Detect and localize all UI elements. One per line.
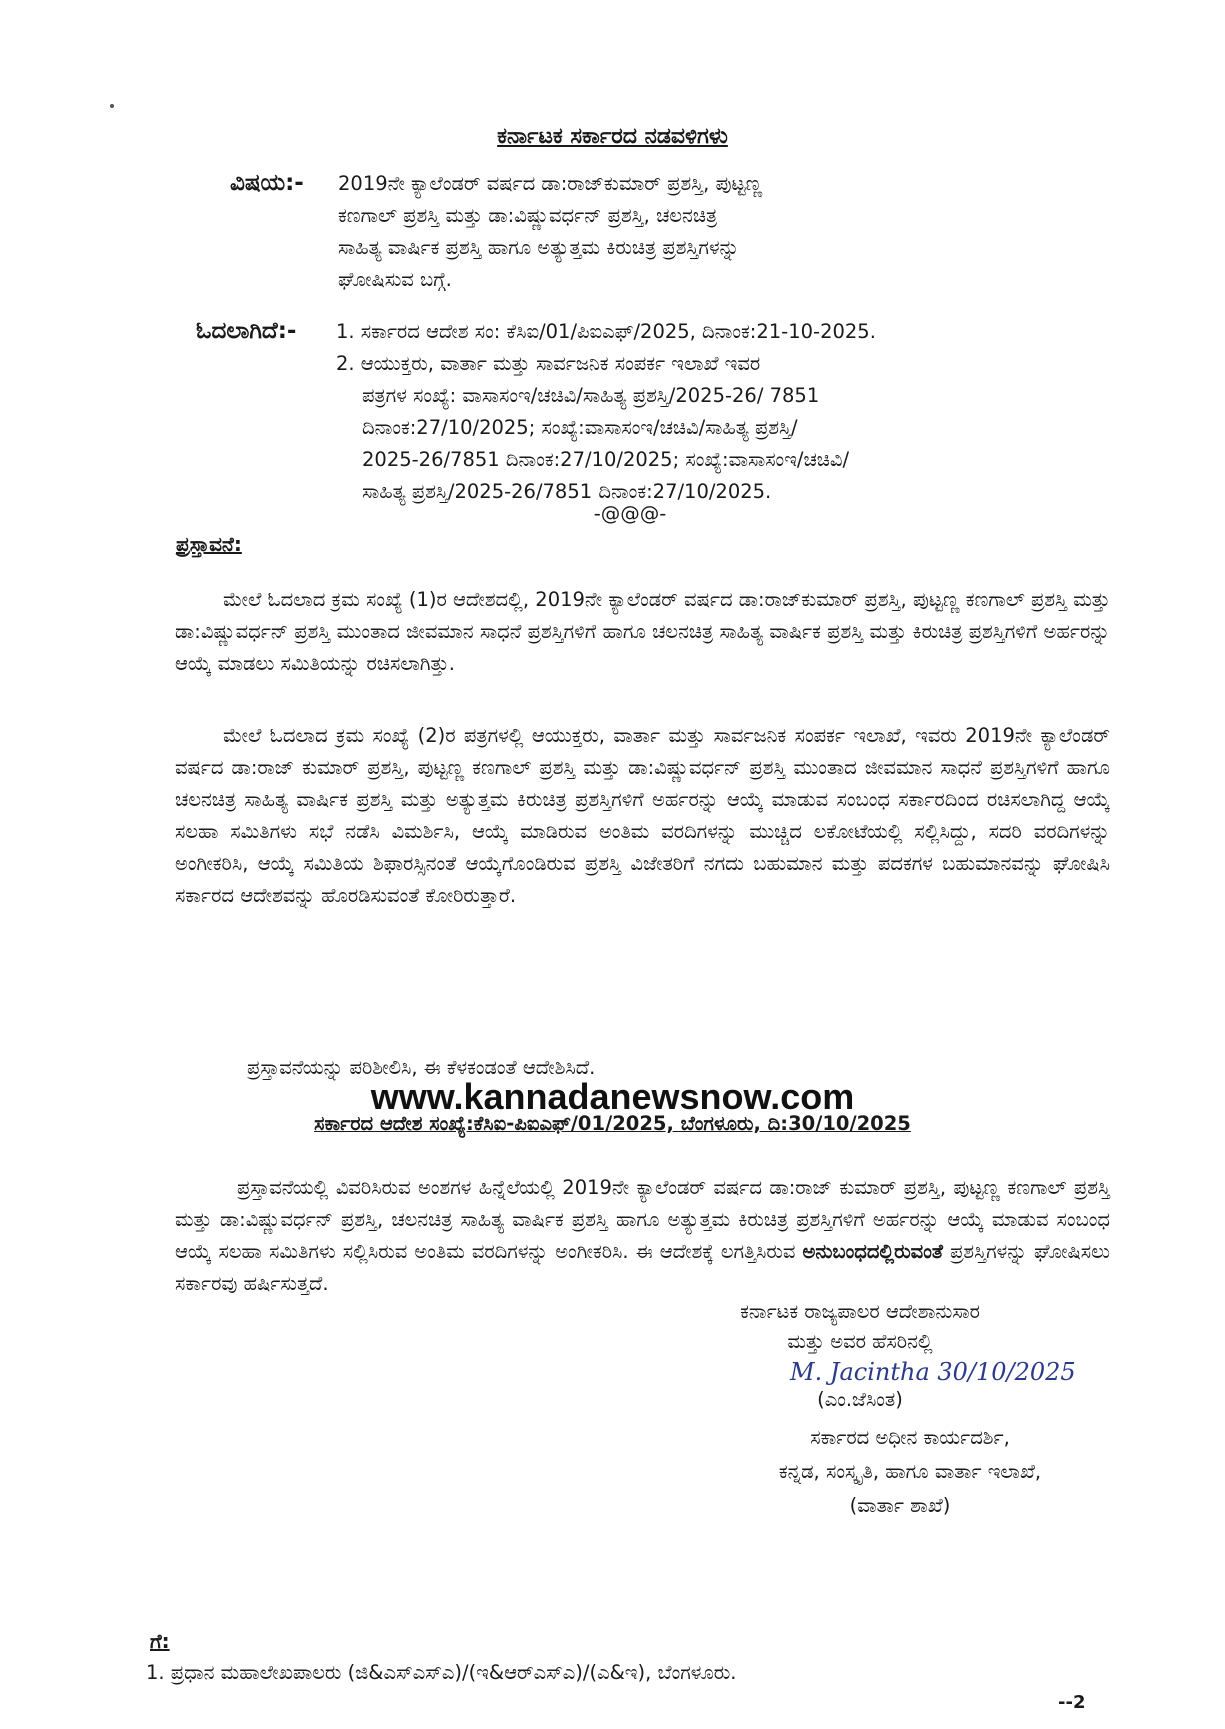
- order-title: ಸರ್ಕಾರದ ಆದೇಶ ಸಂಖ್ಯೆ:ಕೆಸಿಐ-ಪಿಐಎಫ್/01/2025, ಬೆಂಗಳೂರು, ದಿ:30/10/2025: [314, 1112, 911, 1135]
- signoff-line: ಮತ್ತು ಅವರ ಹೆಸರಿನಲ್ಲಿ: [787, 1330, 933, 1353]
- subject-text: [338, 168, 1008, 296]
- subject-line: ಸಾಹಿತ್ಯ ವಾರ್ಷಿಕ ಪ್ರಶಸ್ತಿ ಹಾಗೂ ಅತ್ಯುತ್ತಮ ಕಿರುಚಿತ್ರ ಪ್ರಶಸ್ತಿಗಳನ್ನು: [338, 236, 740, 259]
- order-text-bold: ಅನುಬಂಧದಲ್ಲಿರುವಂತೆ: [802, 1240, 943, 1263]
- order-text: ಪ್ರಶಸ್ತಿಗಳನ್ನು ಘೋಷಿಸಲು ಸರ್ಕಾರವು ಹರ್ಷಿಸುತ್ತದೆ.: [175, 1240, 1110, 1295]
- preamble-label: ಪ್ರಸ್ತಾವನೆ:: [176, 532, 242, 556]
- reference-item: 2. ಆಯುಕ್ತರು, ವಾರ್ತಾ ಮತ್ತು ಸಾರ್ವಜನಿಕ ಸಂಪರ್ಕ ಇಲಾಖೆ ಇವರ: [336, 352, 761, 375]
- preamble-paragraph-1: ಮೇಲೆ ಓದಲಾದ ಕ್ರಮ ಸಂಖ್ಯೆ (1)ರ ಆದೇಶದಲ್ಲಿ, 2019ನೇ ಕ್ಯಾಲೆಂಡರ್ ವರ್ಷದ ಡಾ:ರಾಜ್‌ಕುಮಾರ್ ಪ್ರಶಸ್ತಿ, ಪುಟ್ಟಣ್ಣ ಕಣಗಾಲ್ ಪ್ರಶಸ್ತಿ ಮತ್ತು ಡಾ:ವಿಷ್ಣುವರ್ಧನ್ ಪ್ರಶಸ್ತಿ ಮುಂತಾದ ಜೀವಮಾನ ಸಾಧನೆ ಪ್ರಶಸ್ತಿಗಳಿಗೆ ಹಾಗೂ ಚಲನಚಿತ್ರ ಸಾಹಿತ್ಯ ವಾರ್ಷಿಕ ಪ್ರಶಸ್ತಿ ಮತ್ತು ಕಿರುಚಿತ್ರ ಪ್ರಶಸ್ತಿಗಳಿಗೆ ಅರ್ಹರನ್ನು ಆಯ್ಕೆ ಮಾಡಲು ಸಮಿತಿಯನ್ನು ರಚಿಸಲಾಗಿತ್ತು.: [175, 588, 1110, 675]
- subject-label: ವಿಷಯ:-: [230, 170, 304, 196]
- reference-item-line: 2025-26/7851 ದಿನಾಂಕ:27/10/2025; ಸಂಖ್ಯೆ:ವಾಸಾಸಂಇ/ಚಚಿವಿ/: [362, 448, 850, 471]
- order-text: ಪ್ರಸ್ತಾವನೆಯಲ್ಲಿ ವಿವರಿಸಿರುವ ಅಂಶಗಳ ಹಿನ್ನೆಲೆಯಲ್ಲಿ 2019ನೇ ಕ್ಯಾಲೆಂಡರ್ ವರ್ಷದ ಡಾ:ರಾಜ್ ಕುಮಾರ್ ಪ್ರಶಸ್ತಿ, ಪುಟ್ಟಣ್ಣ ಕಣಗಾಲ್ ಪ್ರಶಸ್ತಿ ಮತ್ತು ಡಾ:ವಿಷ್ಣುವರ್ಧನ್ ಪ್ರಶಸ್ತಿ, ಚಲನಚಿತ್ರ ಸಾಹಿತ್ಯ ವಾರ್ಷಿಕ ಪ್ರಶಸ್ತಿ ಹಾಗೂ ಅತ್ಯುತ್ತಮ ಕಿರುಚಿತ್ರ ಪ್ರಶಸ್ತಿಗಳಿಗೆ ಅರ್ಹರನ್ನು ಆಯ್ಕೆ ಮಾಡುವ ಸಂಬಂಧ ಆಯ್ಕೆ ಸಲಹಾ ಸಮಿತಿಗಳು ಸಲ್ಲಿಸಿರುವ ಅಂತಿಮ ವರದಿಗಳನ್ನು ಅಂಗೀಕರಿಸಿ. ಈ ಆದೇಶಕ್ಕೆ ಲಗತ್ತಿಸಿರುವ: [175, 1176, 1110, 1263]
- reference-item-line: ಸಾಹಿತ್ಯ ಪ್ರಶಸ್ತಿ/2025-26/7851 ದಿನಾಂಕ:27/10/2025.: [362, 480, 772, 503]
- watermark-url: www.kannadanewsnow.com: [370, 1076, 855, 1117]
- signatory-section: (ವಾರ್ತಾ ಶಾಖೆ): [849, 1494, 951, 1517]
- cc-label: ಗೆ:: [150, 1629, 170, 1653]
- order-paragraph: [175, 1172, 1110, 1300]
- subject-line: 2019ನೇ ಕ್ಯಾಲೆಂಡರ್ ವರ್ಷದ ಡಾ:ರಾಜ್‌ಕುಮಾರ್ ಪ್ರಶಸ್ತಿ, ಪುಟ್ಟಣ್ಣ: [338, 172, 763, 195]
- document-heading: ಕರ್ನಾಟಕ ಸರ್ಕಾರದ ನಡವಳಿಗಳು: [497, 124, 728, 149]
- reference-item-line: ದಿನಾಂಕ:27/10/2025; ಸಂಖ್ಯೆ:ವಾಸಾಸಂಇ/ಚಚಿವಿ/ಸಾಹಿತ್ಯ ಪ್ರಶಸ್ತಿ/: [362, 416, 798, 439]
- subject-line: ಘೋಷಿಸುವ ಬಗ್ಗೆ.: [338, 268, 452, 291]
- read-label: ಓದಲಾಗಿದೆ:-: [196, 318, 297, 344]
- read-references: [336, 316, 1036, 508]
- signatory-name: (ಎಂ.ಜೆಸಿಂತ): [817, 1388, 903, 1411]
- subject-line: ಕಣಗಾಲ್ ಪ್ರಶಸ್ತಿ ಮತ್ತು ಡಾ:ವಿಷ್ಣುವರ್ಧನ್ ಪ್ರಶಸ್ತಿ, ಚಲನಚಿತ್ರ: [338, 204, 718, 227]
- handwritten-signature: M. Jacintha 30/10/2025: [790, 1358, 1076, 1386]
- signatory-department: ಕನ್ನಡ, ಸಂಸ್ಕೃತಿ, ಹಾಗೂ ವಾರ್ತಾ ಇಲಾಖೆ,: [778, 1460, 1042, 1483]
- separator: -@@@-: [593, 502, 667, 525]
- signatory-designation: ಸರ್ಕಾರದ ಅಧೀನ ಕಾರ್ಯದರ್ಶಿ,: [810, 1426, 1010, 1449]
- reference-item-line: ಪತ್ರಗಳ ಸಂಖ್ಯೆ: ವಾಸಾಸಂಇ/ಚಚಿವಿ/ಸಾಹಿತ್ಯ ಪ್ರಶಸ್ತಿ/2025-26/ 7851: [362, 384, 820, 407]
- signoff-line: ಕರ್ನಾಟಕ ರಾಜ್ಯಪಾಲರ ಆದೇಶಾನುಸಾರ: [740, 1300, 980, 1323]
- reference-item: 1. ಸರ್ಕಾರದ ಆದೇಶ ಸಂ: ಕೆಸಿಐ/01/ಪಿಐಎಫ್/2025, ದಿನಾಂಕ:21-10-2025.: [336, 320, 876, 343]
- cc-item: 1. ಪ್ರಧಾನ ಮಹಾಲೇಖಪಾಲರು (ಜಿ&ಎಸ್‌ಎಸ್‌ಎ)/(ಇ&ಆರ್‌ಎಸ್‌ಎ)/(ಎ&ಇ), ಬೆಂಗಳೂರು.: [146, 1661, 737, 1684]
- preamble-paragraph-3: ಪ್ರಸ್ತಾವನೆಯನ್ನು ಪರಿಶೀಲಿಸಿ, ಈ ಕೆಳಕಂಡಂತೆ ಆದೇಶಿಸಿದೆ.: [247, 1056, 596, 1079]
- page-number: --2: [1058, 1692, 1086, 1713]
- scan-speck: [110, 104, 114, 108]
- preamble-paragraph-2: ಮೇಲೆ ಓದಲಾದ ಕ್ರಮ ಸಂಖ್ಯೆ (2)ರ ಪತ್ರಗಳಲ್ಲಿ ಆಯುಕ್ತರು, ವಾರ್ತಾ ಮತ್ತು ಸಾರ್ವಜನಿಕ ಸಂಪರ್ಕ ಇಲಾಖೆ, ಇವರು 2019ನೇ ಕ್ಯಾಲೆಂಡರ್ ವರ್ಷದ ಡಾ:ರಾಜ್ ಕುಮಾರ್ ಪ್ರಶಸ್ತಿ, ಪುಟ್ಟಣ್ಣ ಕಣಗಾಲ್ ಪ್ರಶಸ್ತಿ ಮತ್ತು ಡಾ:ವಿಷ್ಣುವರ್ಧನ್ ಪ್ರಶಸ್ತಿ ಮುಂತಾದ ಜೀವಮಾನ ಸಾಧನೆ ಪ್ರಶಸ್ತಿಗಳಿಗೆ ಹಾಗೂ ಚಲನಚಿತ್ರ ಸಾಹಿತ್ಯ ವಾರ್ಷಿಕ ಪ್ರಶಸ್ತಿ ಮತ್ತು ಅತ್ಯುತ್ತಮ ಕಿರುಚಿತ್ರ ಪ್ರಶಸ್ತಿಗಳಿಗೆ ಅರ್ಹರನ್ನು ಆಯ್ಕೆ ಮಾಡುವ ಸಂಬಂಧ ಸರ್ಕಾರದಿಂದ ರಚಿಸಲಾಗಿದ್ದ ಆಯ್ಕೆ ಸಲಹಾ ಸಮಿತಿಗಳು ಸಭೆ ನಡೆಸಿ ವಿಮರ್ಶಿಸಿ, ಆಯ್ಕೆ ಮಾಡಿರುವ ಅಂತಿಮ ವರದಿಗಳನ್ನು ಮುಚ್ಚಿದ ಲಕೋಟೆಯಲ್ಲಿ ಸಲ್ಲಿಸಿದ್ದು, ಸದರಿ ವರದಿಗಳನ್ನು ಅಂಗೀಕರಿಸಿ, ಆಯ್ಕೆ ಸಮಿತಿಯ ಶಿಫಾರಸ್ಸಿನಂತೆ ಆಯ್ಕೆಗೊಂಡಿರುವ ಪ್ರಶಸ್ತಿ ವಿಜೇತರಿಗೆ ನಗದು ಬಹುಮಾನ ಮತ್ತು ಪದಕಗಳ ಬಹುಮಾನವನ್ನು ಘೋಷಿಸಿ ಸರ್ಕಾರದ ಆದೇಶವನ್ನು ಹೊರಡಿಸುವಂತೆ ಕೋರಿರುತ್ತಾರೆ.: [175, 724, 1110, 907]
